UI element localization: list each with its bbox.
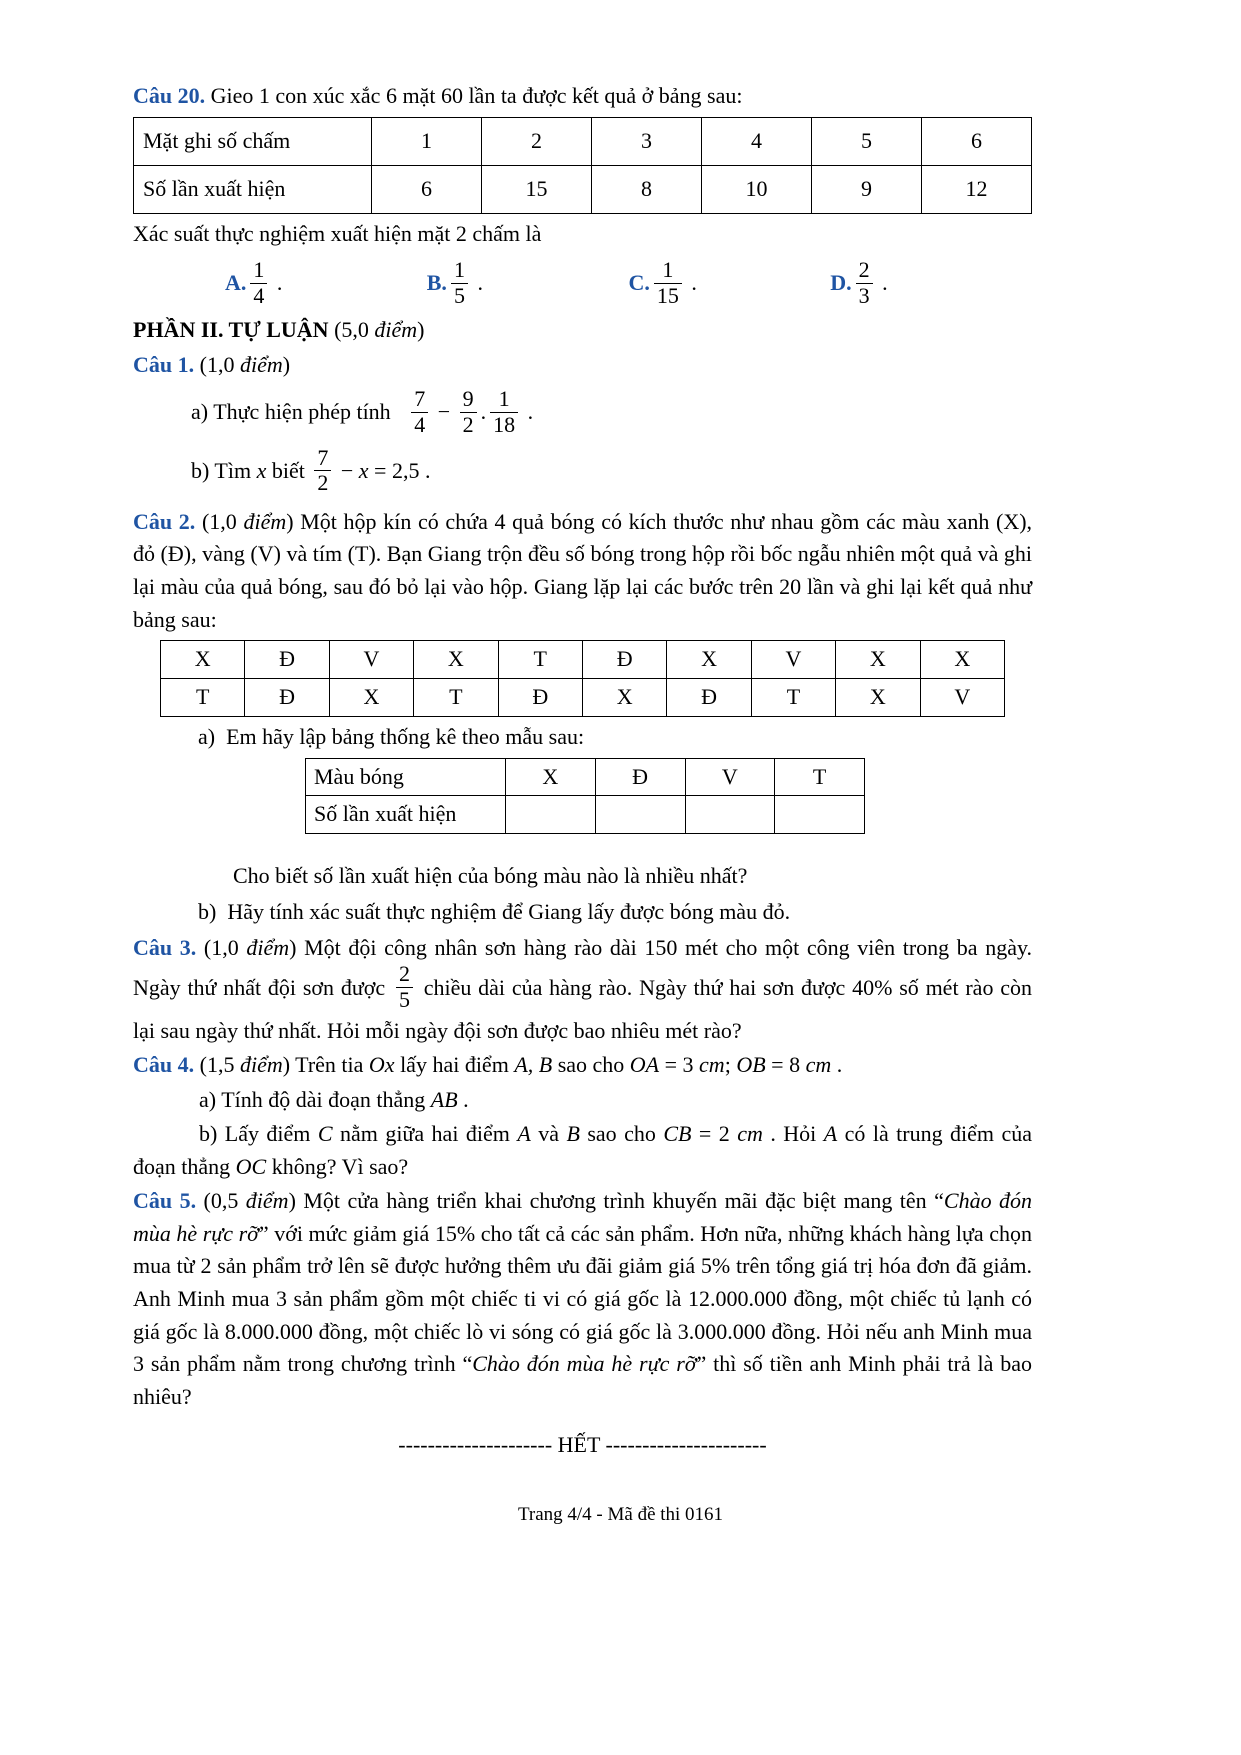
q20-intro-line — [133, 80, 1032, 113]
q5-statement — [133, 1185, 1032, 1413]
math-italic-text: OB — [736, 1052, 766, 1078]
text-run: Một hộp kín có chứa 4 quả bóng có kích thước như nhau gồm các màu xanh (X), đỏ (Đ), vàng (V) và tím (T). Bạn Giang trộn đều số bóng trong hộp rồi bốc ngẫu nhiên một quả và ghi lại màu của quả bóng, sau đó bỏ lại vào hộp. Giang lặp lại các bước trên 20 lần và ghi lại kết quả như bảng sau: — [133, 508, 1033, 632]
text-run: . — [471, 270, 483, 296]
fraction-denominator: 4 — [250, 283, 267, 309]
table-cell: 12 — [922, 165, 1032, 213]
math-italic-text: cm — [699, 1052, 725, 1078]
part2-points — [329, 317, 425, 342]
q20-label: Câu 20. — [133, 83, 206, 108]
q3-points — [196, 935, 304, 960]
q20-options — [133, 257, 1032, 310]
table-cell: 9 — [812, 165, 922, 213]
fraction-denominator: 3 — [856, 283, 873, 309]
q2-label: Câu 2. — [133, 508, 196, 534]
q4-label: Câu 4. — [133, 1052, 195, 1078]
math-italic-text: B — [566, 1121, 580, 1147]
text-run: . — [271, 270, 283, 296]
q1-heading — [133, 349, 1032, 382]
q20-option-b — [426, 257, 629, 310]
table-cell: Đ — [667, 679, 751, 717]
q1-part-b — [133, 444, 1032, 498]
q4-points — [194, 1052, 295, 1077]
fraction-denominator: 18 — [490, 412, 518, 438]
fraction-numerator: 7 — [414, 386, 426, 412]
text-run: ” thì số tiền anh Minh phải trả là bao nhiêu? — [133, 1351, 1032, 1409]
table-cell: Đ — [245, 679, 329, 717]
table-cell: 4 — [702, 117, 812, 165]
q1-part-a — [133, 386, 1032, 439]
table-cell: X — [161, 641, 245, 679]
fraction — [490, 387, 518, 437]
q20-option-d — [830, 257, 1032, 310]
math-italic-text: điểm — [246, 934, 290, 960]
text-run: có là trung điểm của đoạn thẳng — [133, 1121, 1033, 1179]
table-cell: 15 — [482, 165, 592, 213]
fraction-numerator: 1 — [453, 257, 465, 283]
math-italic-text: Chào đón mùa hè rực rỡ — [472, 1351, 697, 1377]
text-run: . — [685, 270, 697, 296]
math-italic-text: CB — [663, 1121, 692, 1147]
text-run: (1,0 — [196, 934, 247, 960]
math-italic-text: OC — [235, 1153, 267, 1179]
text-run: chiều dài của hàng rào. Ngày thứ hai sơn được 40% số mét rào còn lại sau ngày thứ nhất. Hỏi mỗi ngày đội sơn được bao nhiêu mét rào? — [133, 974, 1032, 1043]
table-cell: X — [836, 641, 920, 679]
table-cell: 2 — [482, 117, 592, 165]
table-cell: 3 — [592, 117, 702, 165]
math-italic-text: OA — [629, 1052, 660, 1078]
table-row — [161, 641, 1005, 679]
table-cell: T — [751, 679, 835, 717]
text-run: và — [530, 1121, 567, 1147]
table-row — [306, 758, 865, 796]
table-cell: 6 — [372, 165, 482, 213]
q2-part-a: a) Em hãy lập bảng thống kê theo mẫu sau: — [198, 724, 585, 750]
table-cell: X — [836, 679, 920, 717]
text-run: = 8 — [765, 1052, 806, 1078]
text-run: . — [831, 1052, 843, 1078]
table-cell: X — [414, 641, 498, 679]
q2-part-b: b) Hãy tính xác suất thực nghiệm để Giang lấy được bóng màu đỏ. — [198, 899, 791, 925]
option-a-label: A. — [225, 270, 247, 296]
q4-statement — [133, 1049, 1032, 1082]
text-run: ) — [288, 1188, 304, 1214]
math-italic-text: cm — [805, 1052, 832, 1078]
q20-option-a — [225, 257, 427, 310]
fraction — [396, 962, 413, 1012]
table-cell: 1 — [372, 117, 482, 165]
fraction-numerator: 1 — [662, 257, 674, 283]
text-run: sao cho — [552, 1052, 630, 1078]
math-italic-text: điểm — [374, 317, 418, 343]
table-cell: Đ — [498, 679, 582, 717]
math-italic-text: x — [358, 457, 369, 483]
table-row — [306, 796, 865, 834]
table-cell — [685, 796, 775, 834]
math-italic-text: điểm — [239, 351, 283, 377]
table-cell: X — [582, 679, 666, 717]
q2-stat-table — [305, 758, 865, 834]
text-run: = 3 — [659, 1052, 700, 1078]
table-cell: V — [920, 679, 1004, 717]
table-cell: Đ — [582, 641, 666, 679]
fraction-denominator: 15 — [654, 283, 682, 309]
text-run: = 2 — [691, 1121, 738, 1147]
text-run: lấy hai điểm — [394, 1052, 515, 1078]
table-row — [161, 679, 1005, 717]
table-cell: T — [498, 641, 582, 679]
table-cell: Số lần xuất hiện — [306, 796, 506, 834]
text-run: Một đội công nhân sơn hàng rào dài 150 mét cho một công viên trong ba ngày. Ngày thứ nhất đội sơn được — [133, 934, 1033, 1000]
fraction-numerator: 1 — [253, 257, 265, 283]
text-run: ; — [724, 1052, 737, 1078]
q2-points — [195, 509, 300, 534]
text-run: . — [457, 1086, 469, 1112]
text-run: = 2,5 . — [368, 457, 431, 483]
text-run: nằm giữa hai điểm — [332, 1121, 518, 1147]
q4-text — [295, 1052, 842, 1077]
text-run: Trên tia — [295, 1052, 369, 1078]
text-run: (0,5 — [196, 1188, 246, 1214]
fraction — [314, 446, 331, 496]
math-italic-text: C — [317, 1121, 333, 1147]
table-cell: T — [775, 758, 865, 796]
text-run: b) Lấy điểm — [199, 1121, 318, 1147]
table-cell: Mặt ghi số chấm — [134, 117, 372, 165]
option-b-value — [447, 257, 483, 308]
table-cell: X — [920, 641, 1004, 679]
text-run: a) Tính độ dài đoạn thẳng — [199, 1086, 431, 1112]
math-italic-text: cm — [737, 1121, 763, 1147]
text-run: b) Tìm — [191, 457, 257, 483]
text-run: Một cửa hàng triển khai chương trình khuyến mãi đặc biệt mang tên “ — [303, 1188, 944, 1214]
fraction-numerator: 2 — [858, 257, 870, 283]
q2-statement — [133, 506, 1032, 636]
q20-option-c — [628, 257, 831, 310]
text-run: ” với mức giảm giá 15% cho tất cả các sản phẩm. Hơn nữa, những khách hàng lựa chọn mua từ 2 sản phẩm trở lên sẽ được hưởng thêm ưu đãi giảm giá 5% trên tổng giá trị hóa đơn đã giảm. Anh Minh mua 3 sản phẩm gồm một chiếc ti vi có giá gốc là 12.000.000 đồng, một chiếc tủ lạnh có giá gốc là 8.000.000 đồng, một chiếc lò vi sóng có giá gốc là 3.000.000 đồng. Hỏi nếu anh Minh mua 3 sản phẩm nằm trong chương trình “ — [133, 1220, 1033, 1377]
text-run: . — [480, 399, 487, 425]
math-italic-text: AB — [430, 1086, 458, 1112]
table-cell: Đ — [595, 758, 685, 796]
q4-part-b — [133, 1118, 1032, 1183]
fraction-denominator: 5 — [451, 283, 468, 309]
q3-statement — [133, 932, 1032, 1047]
end-marker: --------------------- HẾT ---------------------- — [398, 1432, 767, 1458]
table-cell — [506, 796, 596, 834]
math-italic-text: điểm — [243, 508, 287, 534]
text-run: ) — [286, 508, 301, 534]
option-b-label: B. — [426, 270, 447, 296]
fraction-denominator: 2 — [314, 470, 331, 496]
table-cell: Số lần xuất hiện — [134, 165, 372, 213]
fraction — [250, 258, 267, 308]
text-run: ) — [282, 1052, 296, 1078]
text-run: (1,0 — [195, 508, 244, 534]
math-italic-text: A — [823, 1121, 838, 1147]
fraction-denominator: 2 — [460, 412, 477, 438]
table-cell: 8 — [592, 165, 702, 213]
table-cell: V — [751, 641, 835, 679]
part2-heading — [133, 314, 1032, 347]
table-row — [134, 117, 1032, 165]
math-italic-text: A, B — [514, 1052, 553, 1078]
q20-question: Xác suất thực nghiệm xuất hiện mặt 2 chấm là — [133, 220, 542, 246]
table-cell: 6 — [922, 117, 1032, 165]
fraction — [451, 258, 468, 308]
table-cell: V — [329, 641, 413, 679]
table-cell: 5 — [812, 117, 922, 165]
text-run: (5,0 — [328, 317, 375, 343]
text-run: ) — [417, 317, 425, 343]
fraction — [460, 387, 477, 437]
table-cell: 10 — [702, 165, 812, 213]
math-italic-text: điểm — [239, 1052, 283, 1078]
math-italic-text: Chào đón mùa hè rực rỡ — [133, 1188, 1033, 1246]
text-run: ) — [289, 934, 305, 960]
text-run: a) Thực hiện phép tính — [191, 399, 408, 425]
text-run: (1,5 — [194, 1052, 240, 1078]
option-d-label: D. — [830, 270, 852, 296]
fraction-numerator: 7 — [317, 444, 329, 470]
table-cell: X — [667, 641, 751, 679]
table-cell: Đ — [245, 641, 329, 679]
q20-intro-text: Gieo 1 con xúc xắc 6 mặt 60 lần ta được kết quả ở bảng sau: — [205, 83, 743, 108]
q3-label: Câu 3. — [133, 934, 197, 960]
part2-title: PHẦN II. TỰ LUẬN — [133, 317, 329, 343]
fraction-numerator: 1 — [498, 386, 510, 412]
text-run: . — [522, 399, 534, 425]
q4-part-a — [133, 1084, 1032, 1117]
text-run: . — [876, 270, 888, 296]
option-c-value — [650, 257, 697, 308]
q5-text — [133, 1188, 1032, 1408]
option-d-value — [852, 257, 888, 308]
q5-label: Câu 5. — [133, 1188, 197, 1214]
fraction-numerator: 9 — [462, 386, 474, 412]
table-cell: T — [414, 679, 498, 717]
fraction — [856, 258, 873, 308]
table-row — [134, 165, 1032, 213]
option-c-label: C. — [628, 270, 650, 296]
text-run: − — [335, 457, 359, 483]
table-cell: X — [506, 758, 596, 796]
fraction — [411, 387, 428, 437]
fraction — [654, 258, 682, 308]
q1-points — [194, 352, 290, 377]
page-footer: Trang 4/4 - Mã đề thi 0161 — [517, 1504, 724, 1525]
fraction-denominator: 4 — [411, 412, 428, 438]
table-cell: X — [329, 679, 413, 717]
fraction-numerator: 2 — [398, 961, 410, 987]
text-run: không? Vì sao? — [266, 1153, 409, 1179]
q20-frequency-table — [133, 117, 1032, 214]
math-italic-text: x — [256, 457, 267, 483]
table-cell — [775, 796, 865, 834]
text-run: − — [432, 399, 456, 425]
text-run: (1,0 — [194, 351, 240, 377]
q1-label: Câu 1. — [133, 351, 195, 377]
option-a-value — [246, 257, 283, 308]
math-italic-text: A — [517, 1121, 531, 1147]
math-italic-text: điểm — [245, 1188, 289, 1214]
q5-points — [196, 1188, 303, 1213]
exam-content — [133, 78, 1032, 1462]
text-run: . Hỏi — [762, 1121, 824, 1147]
math-italic-text: Ox — [368, 1052, 395, 1078]
table-cell — [595, 796, 685, 834]
table-cell: T — [161, 679, 245, 717]
text-run: sao cho — [579, 1121, 664, 1147]
text-run: ) — [282, 351, 291, 377]
text-run: biết — [266, 457, 311, 483]
table-cell: V — [685, 758, 775, 796]
q2-results-table — [160, 640, 1005, 717]
table-cell: Màu bóng — [306, 758, 506, 796]
fraction-denominator: 5 — [396, 987, 413, 1013]
q2-note: Cho biết số lần xuất hiện của bóng màu nào là nhiều nhất? — [233, 862, 748, 888]
